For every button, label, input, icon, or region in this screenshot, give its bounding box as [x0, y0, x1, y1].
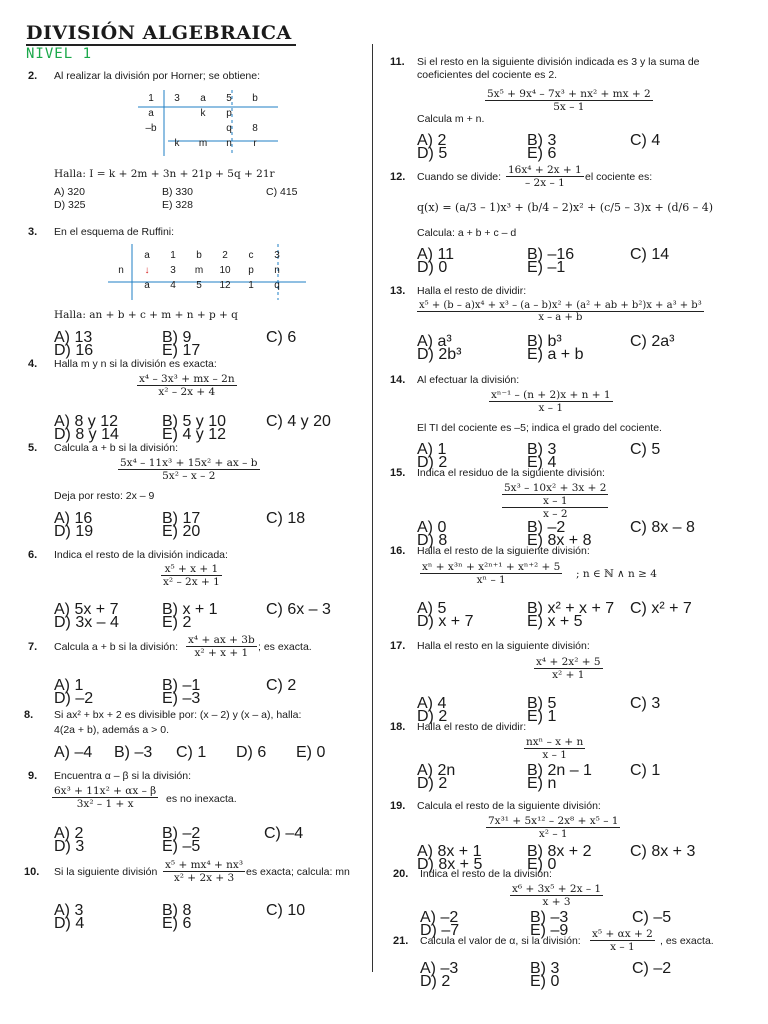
- problem-text-2: coeficientes del cociente es 2.: [417, 69, 558, 81]
- fraction: $\frac{\text{x⁵ + (b – a)x⁴ + x³ – (a – b)x² + (a² + ab + b²)x + a³ + b³}}{x - a + b}$: [419, 300, 702, 323]
- option-a[interactable]: A) 5x + 7: [54, 601, 119, 618]
- option-d[interactable]: D) 16: [54, 342, 94, 359]
- option-a[interactable]: A) 4: [417, 695, 447, 712]
- option-c[interactable]: C) 4: [630, 132, 661, 149]
- problem-suffix: , es exacta.: [660, 935, 714, 947]
- fraction: $\frac{\text{x⁵ + αx + 2}}{x - 1}$: [592, 928, 653, 953]
- option-d[interactable]: D) 6: [236, 744, 267, 761]
- option-c[interactable]: C) 8x – 8: [630, 519, 695, 536]
- option-e[interactable]: E) 2: [162, 614, 192, 631]
- problem-text: Halla el resto de dividir:: [417, 721, 527, 733]
- option-d[interactable]: D) 8x + 5: [417, 856, 483, 873]
- arrow-down-icon: ↓: [144, 265, 150, 276]
- problem-number: 12.: [390, 171, 406, 183]
- option-c[interactable]: C) 14: [630, 246, 670, 263]
- problem-suffix: es no inexacta.: [166, 793, 237, 805]
- option-c[interactable]: C) 6: [266, 329, 297, 346]
- option-c[interactable]: C) 415: [266, 186, 298, 198]
- option-c[interactable]: C) 18: [266, 510, 306, 527]
- option-a[interactable]: A) 8x + 1: [417, 843, 482, 860]
- option-a[interactable]: A) –2: [420, 909, 459, 926]
- fraction: $\frac{\text{xⁿ + x³ⁿ + x²ⁿ⁺¹ + xⁿ⁺² + 5}}{\text{xⁿ – 1}}$: [422, 561, 561, 586]
- problem-text: Calcula el resto de la siguiente división:: [417, 800, 601, 812]
- option-b[interactable]: B) 8x + 2: [527, 843, 592, 860]
- option-c[interactable]: C) 6x – 3: [266, 601, 331, 618]
- problem-number: 10.: [24, 866, 40, 878]
- option-c[interactable]: C) 4 y 20: [266, 413, 331, 430]
- problem-ask: El TI del cociente es –5; indica el grado del cociente.: [417, 422, 662, 434]
- option-a[interactable]: A) 0: [417, 519, 447, 536]
- option-a[interactable]: A) 2n: [417, 762, 456, 779]
- option-b[interactable]: B) –3: [114, 744, 153, 761]
- problem-text: Si el resto en la siguiente división indicada es 3 y la suma de: [417, 56, 700, 68]
- option-e[interactable]: E) –5: [162, 838, 201, 855]
- problem-number: 15.: [390, 467, 406, 479]
- problem-ask: Deja por resto: 2x – 9: [54, 490, 155, 502]
- fraction: $\frac{\text{x⁵ + mx⁴ + nx³}}{\text{x² + 2x + 3}}$: [165, 859, 244, 884]
- problem-text-2: 4(2a + b), además a > 0.: [54, 724, 169, 736]
- option-a[interactable]: A) 8 y 12: [54, 413, 119, 430]
- option-a[interactable]: A) 320: [54, 186, 85, 198]
- option-b[interactable]: B) 2n – 1: [527, 762, 592, 779]
- option-d[interactable]: D) 0: [417, 259, 448, 276]
- problem-suffix: el cociente es:: [585, 171, 653, 183]
- option-e[interactable]: E) –9: [530, 922, 569, 939]
- problem-number: 11.: [390, 56, 405, 68]
- problem-number: 20.: [393, 868, 409, 880]
- option-e[interactable]: E) 20: [162, 523, 201, 540]
- option-e[interactable]: E) –1: [527, 259, 566, 276]
- problem-number: 14.: [390, 374, 406, 386]
- option-a[interactable]: A) –4: [54, 744, 93, 761]
- option-b[interactable]: B) –3: [530, 909, 569, 926]
- option-b[interactable]: B) –16: [527, 246, 575, 263]
- option-a[interactable]: A) 3: [54, 902, 84, 919]
- option-c[interactable]: C) 2: [266, 677, 297, 694]
- problem-text: Indica el residuo de la siguiente división:: [417, 467, 605, 479]
- problem-number: 5.: [28, 442, 38, 454]
- column-divider: [372, 44, 373, 972]
- option-d[interactable]: D) 3: [54, 838, 85, 855]
- option-b[interactable]: B) 8: [162, 902, 192, 919]
- problem-text: Si la siguiente división: [54, 866, 158, 878]
- problem-number: 13.: [390, 285, 406, 297]
- problem-number: 7.: [28, 641, 38, 653]
- option-c[interactable]: C) 1: [176, 744, 207, 761]
- page-title: DIVISIÓN ALGEBRAICA: [26, 22, 292, 44]
- fraction: $\frac{\text{7x³¹ + 5x¹² – 2x⁸ + x⁵ – 1}}{\text{x² – 1}}$: [488, 815, 619, 840]
- problem-number: 4.: [28, 358, 38, 370]
- option-b[interactable]: B) –2: [162, 825, 201, 842]
- option-c[interactable]: C) –2: [632, 960, 672, 977]
- option-b[interactable]: B) 17: [162, 510, 201, 527]
- option-c[interactable]: C) x² + 7: [630, 600, 692, 617]
- problem-number: 16.: [390, 545, 406, 557]
- option-d[interactable]: D) 2b³: [417, 346, 462, 363]
- fraction: $\frac{\text{x⁴ + 2x² + 5}}{\text{x² + 1}}$: [536, 656, 601, 681]
- option-e[interactable]: E) 0: [296, 744, 326, 761]
- option-d[interactable]: D) 8 y 14: [54, 426, 119, 443]
- fraction-nested: 5x³ – 10x² + 3x + 2 x – 1 x – 2: [504, 482, 607, 520]
- ruffini-values: a 1 b 2 c 3 n ↓ 3 m 10 p n a 4 5 12 1 q: [118, 250, 280, 291]
- option-b[interactable]: B) x² + x + 7: [527, 600, 615, 617]
- option-c[interactable]: C) 1: [630, 762, 661, 779]
- problem-text: Halla m y n si la división es exacta:: [54, 358, 217, 370]
- option-e[interactable]: E) a + b: [527, 346, 584, 363]
- option-b[interactable]: B) x + 1: [162, 601, 218, 618]
- option-a[interactable]: A) a³: [417, 333, 452, 350]
- option-d[interactable]: D) –2: [54, 690, 94, 707]
- problem-number: 3.: [28, 226, 38, 238]
- option-d[interactable]: D) 4: [54, 915, 85, 932]
- fraction: nxⁿ – x + n x – 1: [526, 736, 584, 761]
- fraction: $\frac{\text{x⁶ + 3x⁵ + 2x – 1}}{x + 3}$: [512, 883, 602, 908]
- problem-text: Indica el resto de la división indicada:: [54, 549, 228, 561]
- option-e[interactable]: E) 4: [527, 454, 557, 471]
- option-e[interactable]: E) 6: [162, 915, 192, 932]
- problem-number: 6.: [28, 549, 38, 561]
- problem-text: Al efectuar la división:: [417, 374, 520, 386]
- option-e[interactable]: E) 4 y 12: [162, 426, 227, 443]
- horner-values: 1 3 a 5 b a k p –b q 8 k m n r: [145, 93, 258, 149]
- problem-number: 18.: [390, 721, 406, 733]
- option-e[interactable]: E) 8x + 8: [527, 532, 592, 549]
- option-d[interactable]: D) 2: [417, 775, 448, 792]
- option-b[interactable]: B) –1: [162, 677, 201, 694]
- problem-number: 2.: [28, 70, 38, 82]
- option-d[interactable]: D) 5: [417, 145, 448, 162]
- problem-text: Calcula el valor de α, si la división:: [420, 935, 581, 947]
- option-d[interactable]: D) –7: [420, 922, 460, 939]
- problem-number: 17.: [390, 640, 406, 652]
- option-c[interactable]: C) –5: [632, 909, 672, 926]
- fraction: $\frac{\text{5x⁴ – 11x³ + 15x² + ax – b}}{\text{5x² – x – 2}}$: [120, 457, 258, 482]
- option-c[interactable]: C) 2a³: [630, 333, 675, 350]
- option-a[interactable]: A) 13: [54, 329, 93, 346]
- problem-text: Encuentra α – β si la división:: [54, 770, 192, 782]
- option-a[interactable]: A) –3: [420, 960, 459, 977]
- problem-text: Al realizar la división por Horner; se obtiene:: [54, 70, 261, 82]
- option-e[interactable]: E) n: [527, 775, 557, 792]
- option-d[interactable]: D) 3x – 4: [54, 614, 119, 631]
- problem-suffix: ; n ∈ ℕ ∧ n ≥ 4: [576, 568, 657, 580]
- fraction: $\frac{\text{xⁿ⁻¹ – (n + 2)x + n + 1}}{x - 1}$: [491, 389, 611, 414]
- fraction: $\frac{\text{5x⁵ + 9x⁴ – 7x³ + nx² + mx + 2}}{5x - 1}$: [487, 88, 651, 113]
- option-b[interactable]: B) 5: [527, 695, 557, 712]
- problem-text: Halla el resto en la siguiente división:: [417, 640, 590, 652]
- option-d[interactable]: D) 2: [417, 454, 448, 471]
- fraction: $\frac{\text{x⁴ + ax + 3b}}{\text{x² + x + 1}}$: [188, 634, 255, 659]
- option-b[interactable]: B) 3: [527, 132, 557, 149]
- problem-text: Indica el resto de la división:: [420, 868, 552, 880]
- fraction: $\frac{\text{x⁴ – 3x³ + mx – 2n}}{\text{x² – 2x + 4}}$: [139, 373, 235, 398]
- option-d[interactable]: D) 8: [417, 532, 448, 549]
- option-e[interactable]: E) 6: [527, 145, 557, 162]
- problem-text: Calcula a + b si la división:: [54, 442, 179, 454]
- problem-text: En el esquema de Ruffini:: [54, 226, 175, 238]
- option-a[interactable]: A) 2: [54, 825, 84, 842]
- option-a[interactable]: A) 2: [417, 132, 447, 149]
- option-d[interactable]: D) 2: [417, 708, 448, 725]
- option-e[interactable]: E) –3: [162, 690, 201, 707]
- option-d[interactable]: D) x + 7: [417, 613, 474, 630]
- problem-number: 8.: [24, 709, 34, 721]
- option-a[interactable]: A) 5: [417, 600, 447, 617]
- quotient-expression: q(x) = (a/3 – 1)x³ + (b/4 – 2)x² + (c/5 – 3)x + (d/6 – 4): [417, 201, 714, 214]
- problem-ask: Calcula m + n.: [417, 113, 485, 125]
- problem-text: Cuando se divide:: [417, 171, 502, 183]
- problem-suffix: es exacta; calcula: mn: [246, 866, 350, 878]
- problem-text: Halla el resto de dividir:: [417, 285, 527, 297]
- option-c[interactable]: C) 8x + 3: [630, 843, 696, 860]
- option-b[interactable]: B) –2: [527, 519, 566, 536]
- problem-number: 21.: [393, 935, 409, 947]
- option-d[interactable]: D) 325: [54, 199, 86, 211]
- option-e[interactable]: E) 328: [162, 199, 193, 211]
- fraction: $\frac{\text{x⁵ + x + 1}}{\text{x² – 2x + 1}}$: [163, 563, 220, 588]
- option-b[interactable]: B) b³: [527, 333, 562, 350]
- option-e[interactable]: E) x + 5: [527, 613, 583, 630]
- option-c[interactable]: C) 3: [630, 695, 661, 712]
- option-d[interactable]: D) 2: [420, 973, 451, 990]
- option-b[interactable]: B) 9: [162, 329, 192, 346]
- problem-text: Si ax² + bx + 2 es divisible por: (x – 2) y (x – a), halla:: [54, 709, 302, 721]
- option-e[interactable]: E) 0: [527, 856, 557, 873]
- problem-suffix: ; es exacta.: [258, 641, 312, 653]
- problem-ask: Halla: an + b + c + m + n + p + q: [54, 309, 238, 321]
- fraction: $\frac{\text{16x⁴ + 2x + 1}}{- 2x - 1}$: [508, 164, 582, 189]
- problem-text: Halla el resto de la siguiente división:: [417, 545, 590, 557]
- problem-ask: Calcula: a + b + c – d: [417, 227, 517, 239]
- option-a[interactable]: A) 11: [417, 246, 455, 263]
- option-c[interactable]: C) –4: [264, 825, 304, 842]
- option-e[interactable]: E) 1: [527, 708, 557, 725]
- option-a[interactable]: A) 1: [417, 441, 447, 458]
- problem-text: Calcula a + b si la división:: [54, 641, 179, 653]
- level-label: NIVEL 1: [26, 46, 93, 62]
- problem-ask: Halla: I = k + 2m + 3n + 21p + 5q + 21r: [54, 168, 275, 180]
- problem-number: 9.: [28, 770, 38, 782]
- option-e[interactable]: E) 17: [162, 342, 201, 359]
- option-b[interactable]: B) 3: [527, 441, 557, 458]
- option-b[interactable]: B) 5 y 10: [162, 413, 227, 430]
- option-b[interactable]: B) 3: [530, 960, 560, 977]
- option-e[interactable]: E) 0: [530, 973, 560, 990]
- option-d[interactable]: D) 19: [54, 523, 94, 540]
- option-c[interactable]: C) 10: [266, 902, 306, 919]
- option-a[interactable]: A) 16: [54, 510, 93, 527]
- option-c[interactable]: C) 5: [630, 441, 661, 458]
- option-a[interactable]: A) 1: [54, 677, 84, 694]
- option-b[interactable]: B) 330: [162, 186, 193, 198]
- fraction: $\frac{\text{6x³ + 11x² + αx – β}}{\text{3x² – 1 + x}}$: [54, 785, 157, 810]
- problem-number: 19.: [390, 800, 406, 812]
